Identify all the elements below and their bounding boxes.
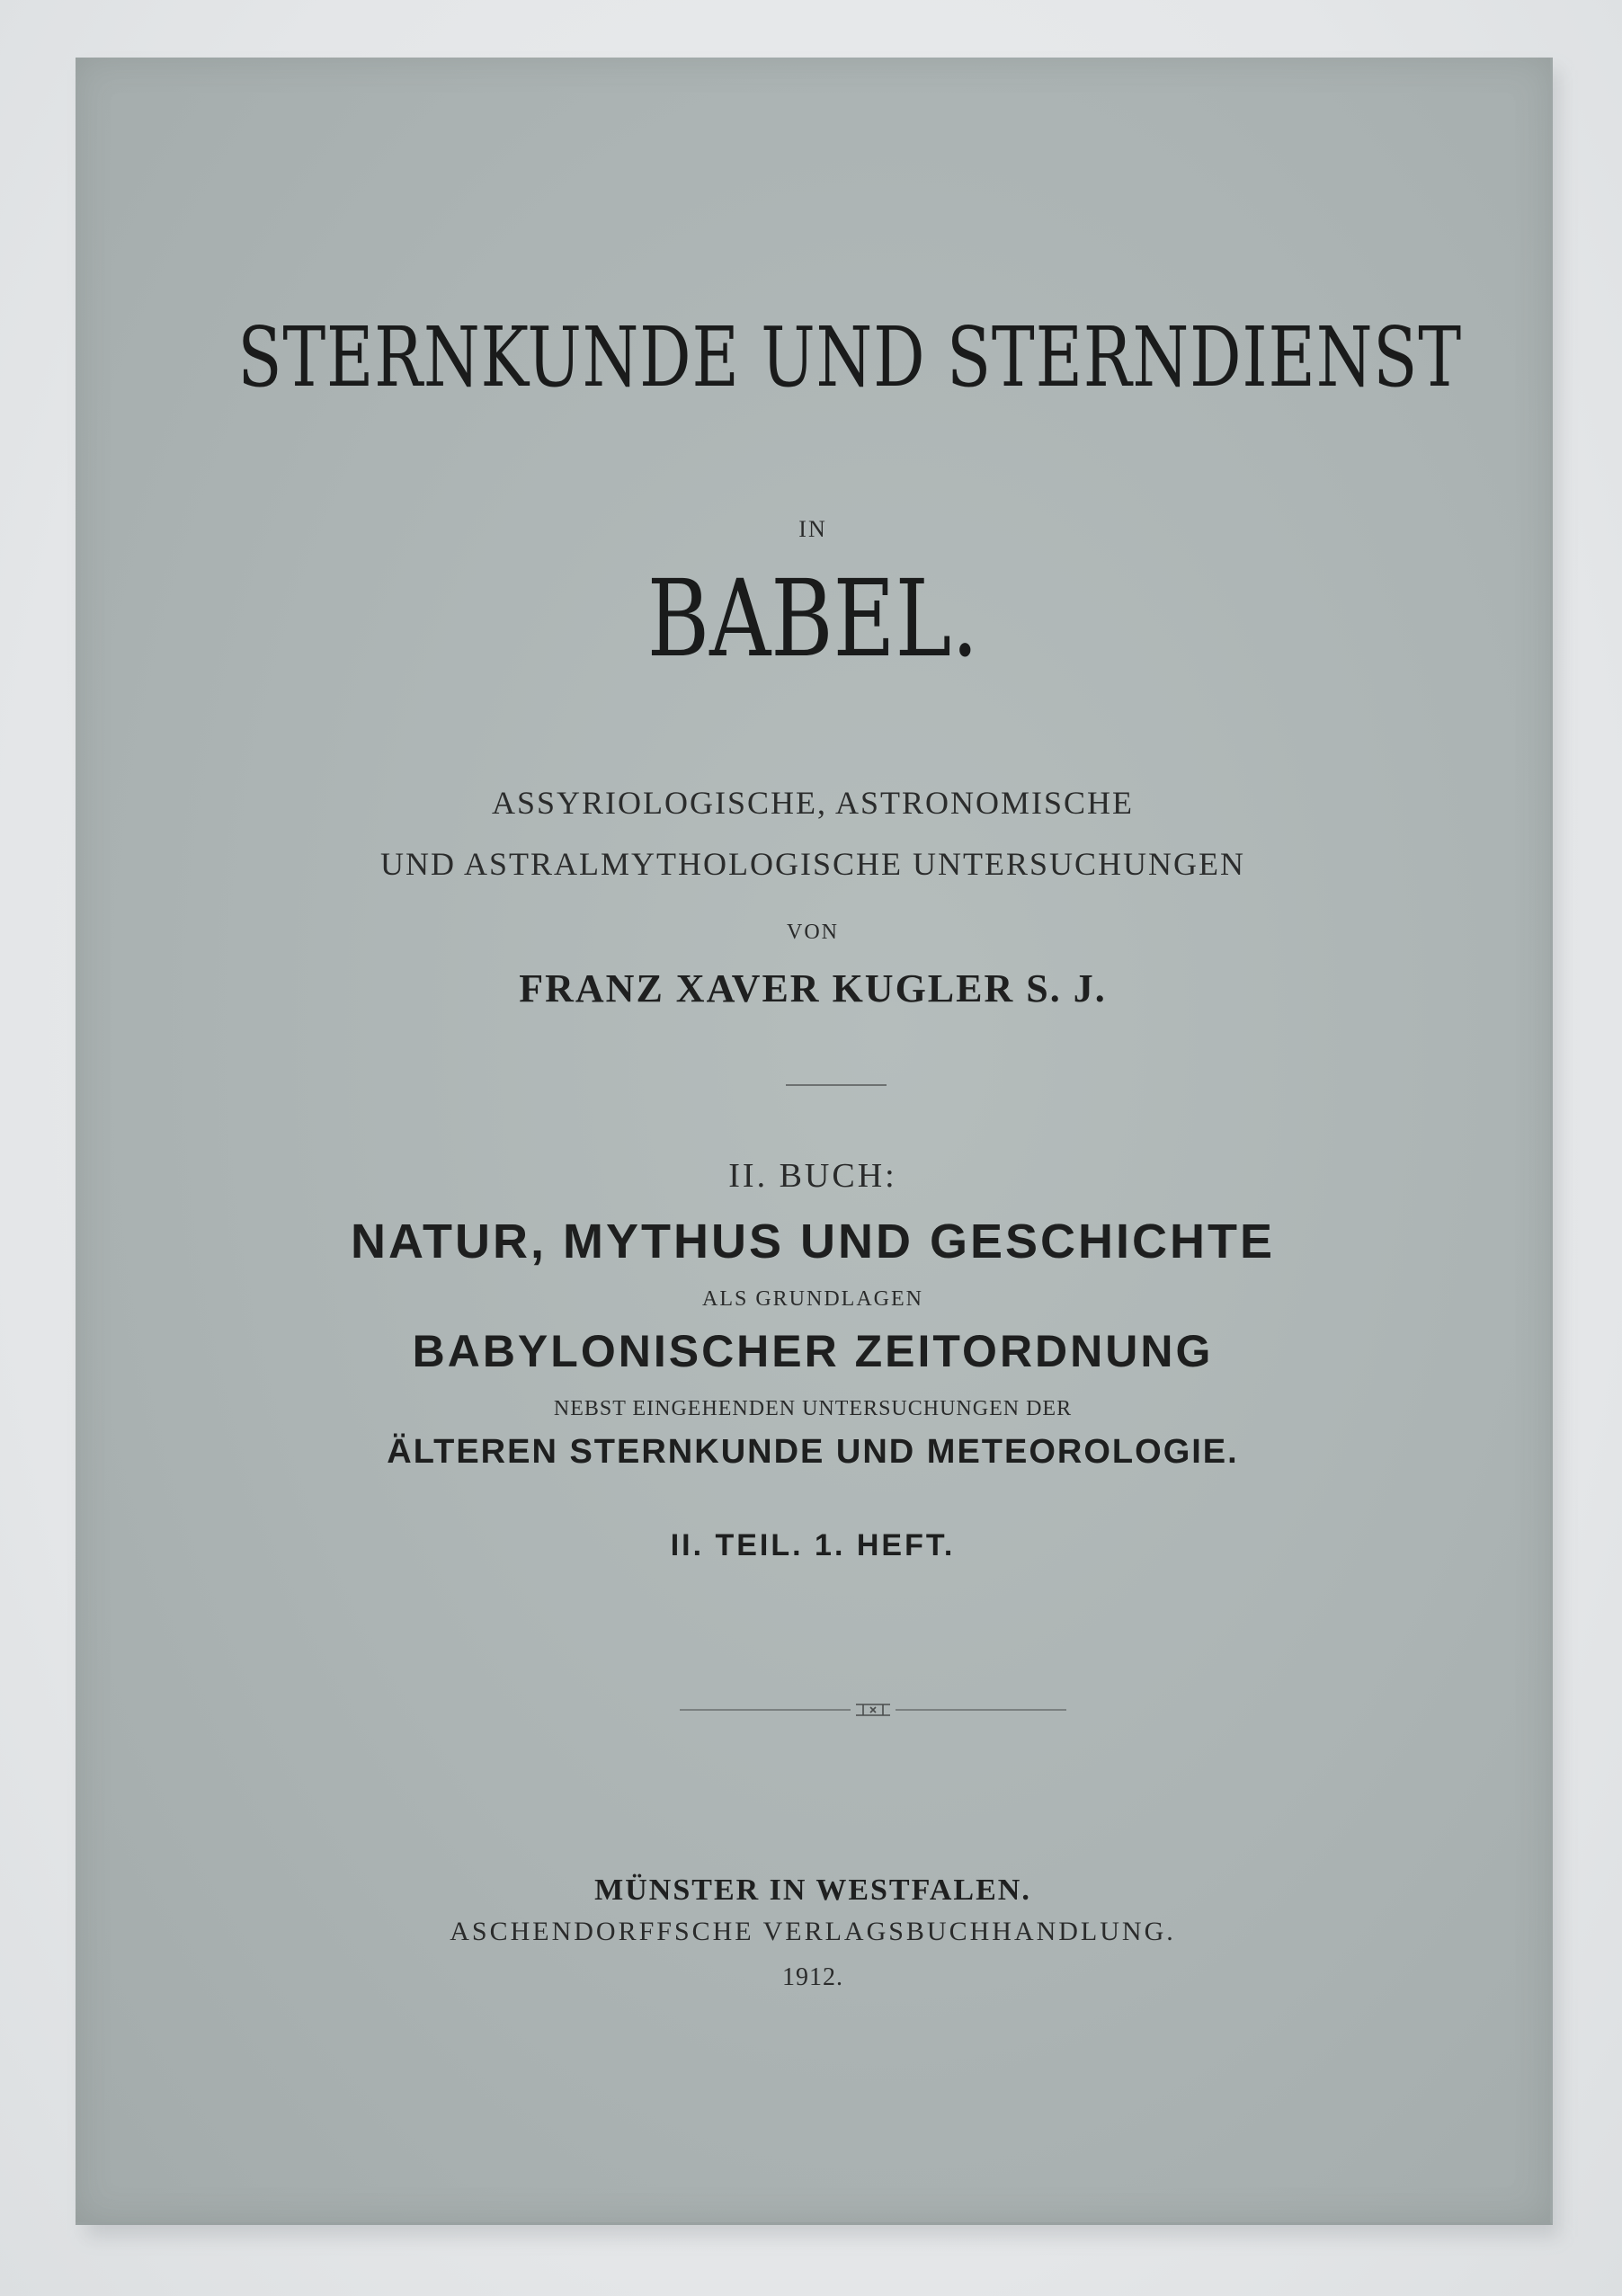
main-title: STERNKUNDE UND STERNDIENST bbox=[237, 309, 1462, 405]
volume-title-line-1: NATUR, MYTHUS UND GESCHICHTE bbox=[351, 1215, 1275, 1268]
title-connector-in: IN bbox=[798, 516, 827, 542]
book-cover bbox=[76, 58, 1553, 2225]
by-label: VON bbox=[787, 921, 839, 944]
imprint-place: MÜNSTER IN WESTFALEN. bbox=[594, 1873, 1031, 1907]
book-label: II. BUCH: bbox=[728, 1157, 897, 1195]
divider-rule bbox=[786, 1084, 887, 1086]
imprint-year: 1912. bbox=[782, 1963, 843, 1991]
volume-title-line-2: BABYLONISCHER ZEITORDNUNG bbox=[412, 1326, 1214, 1376]
place-title: BABEL. bbox=[646, 556, 979, 681]
author-name: FRANZ XAVER KUGLER S. J. bbox=[519, 966, 1107, 1010]
ornament-rule-icon bbox=[680, 1699, 1066, 1721]
volume-connector-2: NEBST EINGEHENDEN UNTERSUCHUNGEN DER bbox=[553, 1397, 1073, 1420]
part-number: II. TEIL. 1. HEFT. bbox=[670, 1528, 956, 1562]
subtitle-line-1: ASSYRIOLOGISCHE, ASTRONOMISCHE bbox=[491, 785, 1135, 821]
volume-title-line-3: ÄLTEREN STERNKUNDE UND METEOROLOGIE. bbox=[387, 1433, 1239, 1471]
imprint-publisher: ASCHENDORFFSCHE VERLAGSBUCHHANDLUNG. bbox=[450, 1917, 1176, 1946]
volume-connector-1: ALS GRUNDLAGEN bbox=[702, 1287, 923, 1311]
subtitle-line-2: UND ASTRALMYTHOLOGISCHE UNTERSUCHUNGEN bbox=[379, 846, 1245, 882]
